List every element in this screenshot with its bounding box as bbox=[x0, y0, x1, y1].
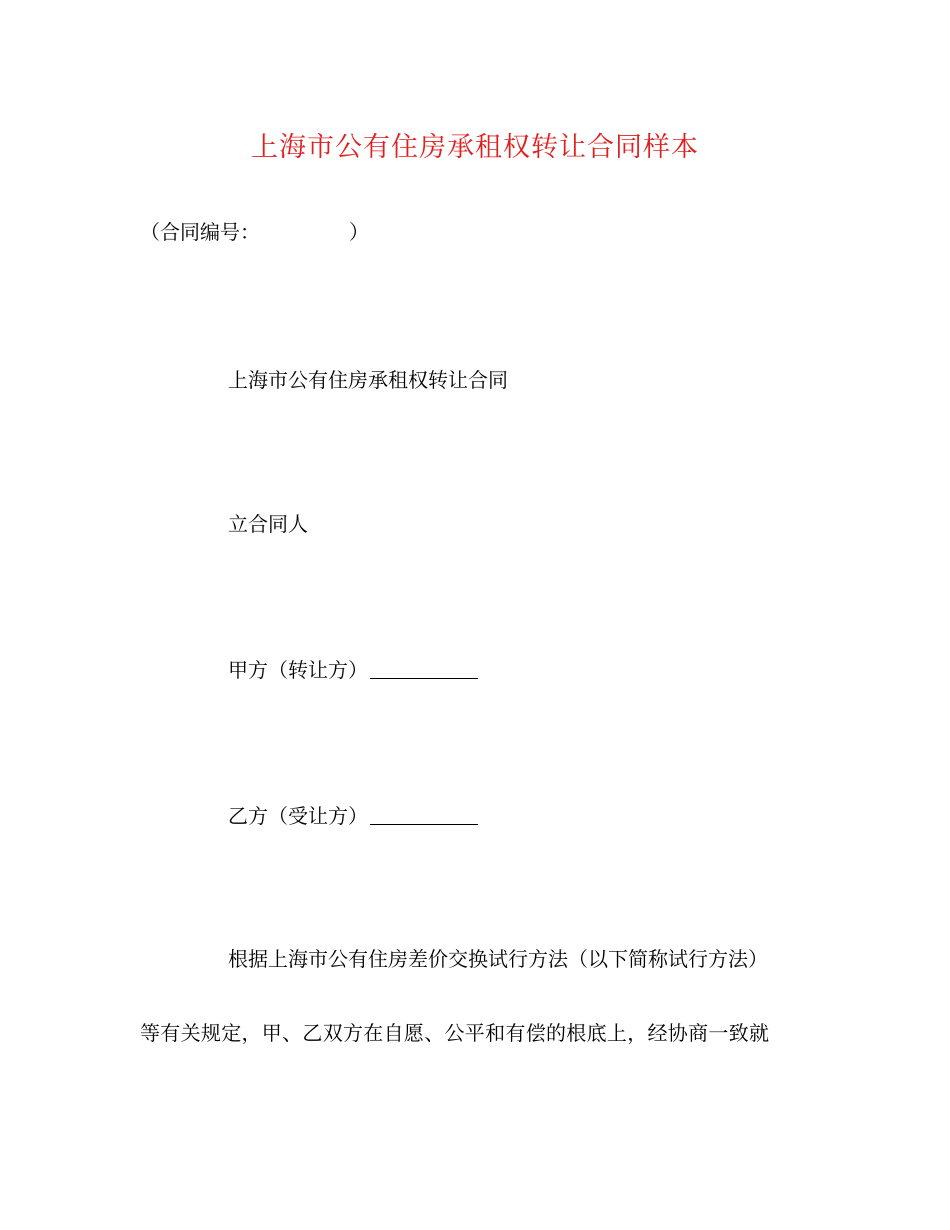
contract-number-line bbox=[140, 217, 369, 247]
paragraph-line-1: 根据上海市公有住房差价交换试行方法（以下简称试行方法） bbox=[228, 947, 768, 971]
party-a-line bbox=[228, 655, 478, 685]
parties-heading: 立合同人 bbox=[228, 512, 308, 536]
contract-subtitle: 上海市公有住房承租权转让合同 bbox=[228, 368, 508, 392]
party-b-blank bbox=[370, 802, 478, 825]
party-a-blank bbox=[370, 656, 478, 679]
paragraph-line-2: 等有关规定，甲、乙双方在自愿、公平和有偿的根底上，经协商一致就 bbox=[140, 1021, 770, 1045]
party-b-label: 乙方（受让方） bbox=[228, 804, 368, 828]
party-b-line bbox=[228, 801, 478, 831]
contract-number-blank bbox=[260, 217, 349, 247]
contract-number-close: ） bbox=[349, 220, 370, 244]
document-title: 上海市公有住房承租权转让合同样本 bbox=[251, 132, 699, 163]
contract-number-label: （合同编号： bbox=[140, 220, 260, 244]
party-a-label: 甲方（转让方） bbox=[228, 658, 368, 682]
